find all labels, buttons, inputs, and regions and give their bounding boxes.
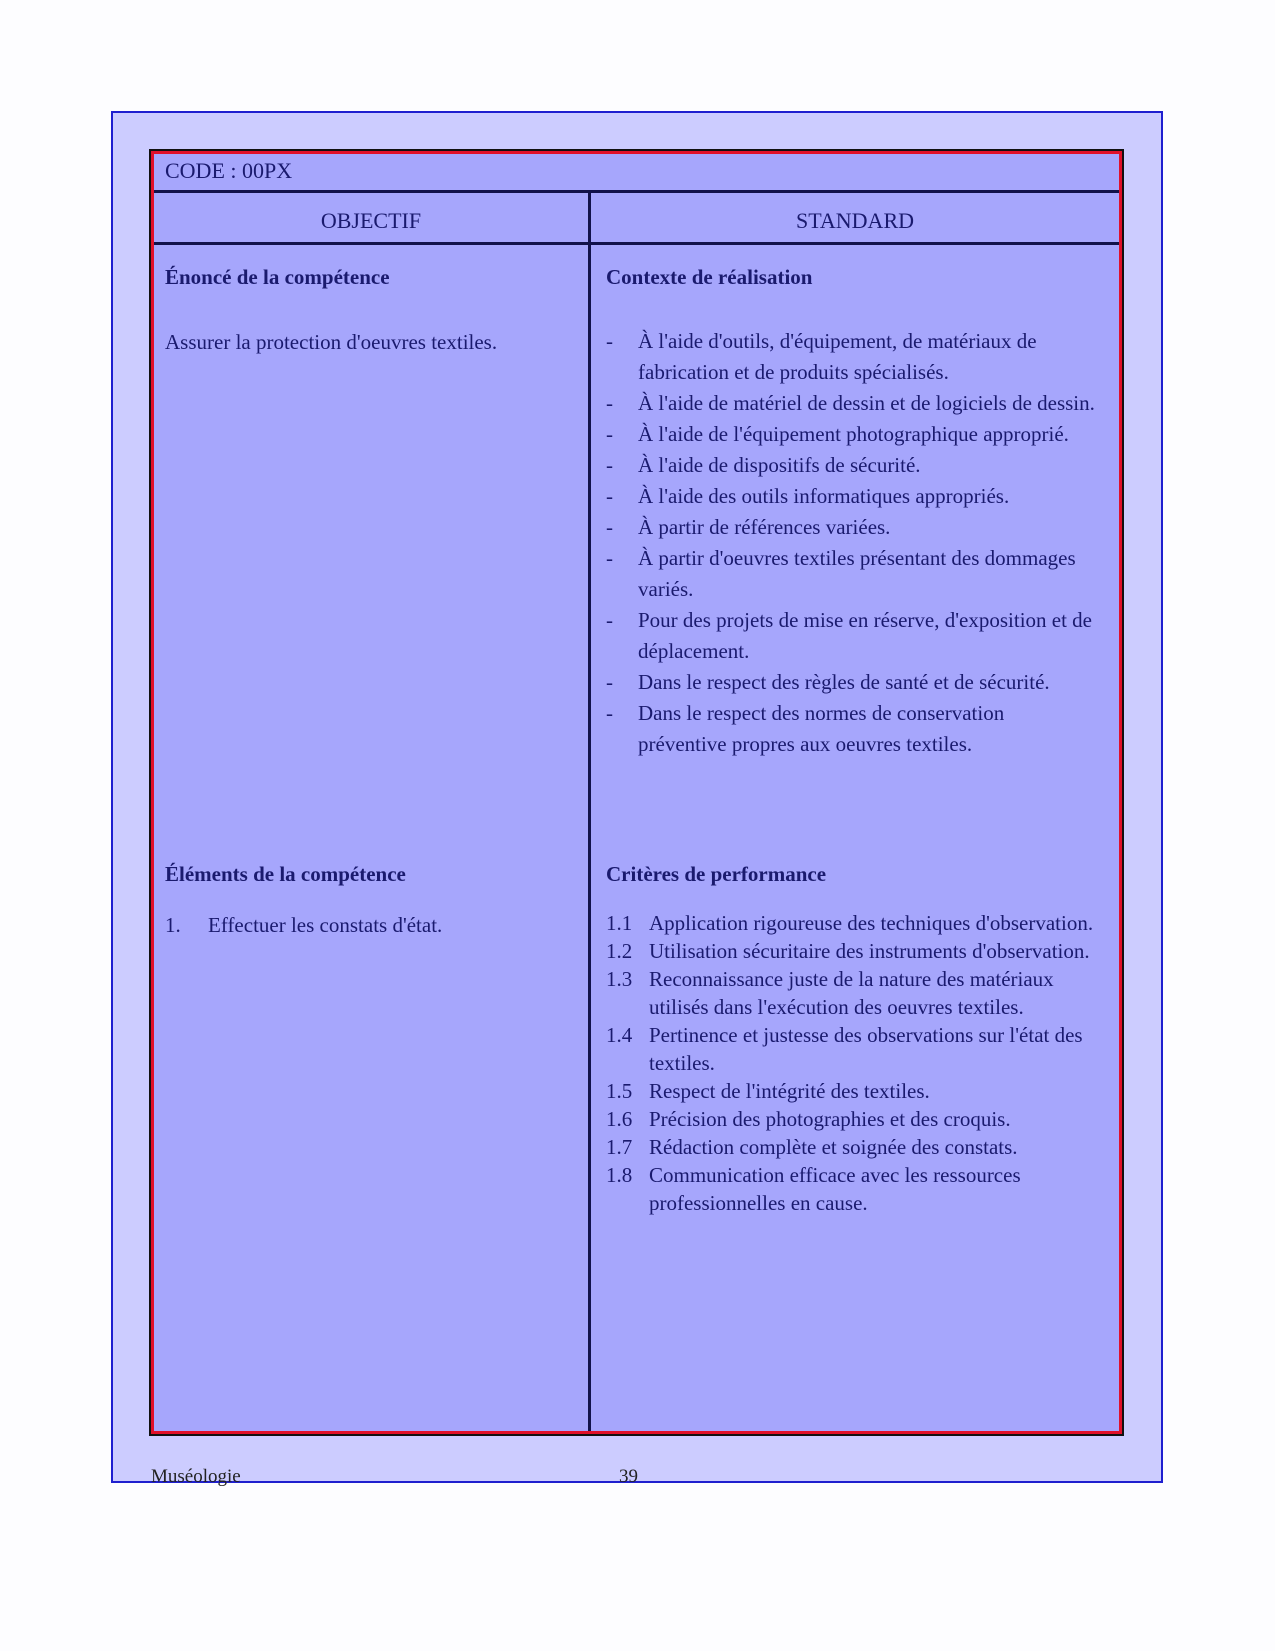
standard-header: STANDARD — [795, 208, 915, 233]
competence-table — [151, 151, 1122, 1434]
footer-title: Muséologie — [151, 1466, 241, 1487]
code-row — [154, 154, 1119, 193]
list-item: 1.6 Précision des photographies et des croquis. — [606, 1107, 1011, 1131]
list-item: - À l'aide d'outils, d'équipement, de matériaux de fabrication et de produits spécialisés. — [606, 329, 1037, 384]
list-item: - À l'aide de matériel de dessin et de logiciels de dessin. — [606, 391, 1095, 415]
list-item: - Pour des projets de mise en réserve, d'exposition et de déplacement. — [606, 608, 1093, 663]
list-item: - Dans le respect des règles de santé et de sécurité. — [606, 670, 1050, 694]
list-item: 1.7 Rédaction complète et soignée des constats. — [606, 1135, 1018, 1159]
enonce-title: Énoncé de la compétence — [165, 265, 390, 289]
contexte-list — [606, 326, 1096, 760]
list-item: - À partir de références variées. — [606, 515, 891, 539]
competence-code: CODE : 00PX — [165, 158, 293, 183]
objectif-header: OBJECTIF — [320, 208, 422, 233]
list-item: 1.3 Reconnaissance juste de la nature des matériaux utilisés dans l'exécution des oeuvres textiles. — [606, 967, 1054, 1019]
element-text: Effectuer les constats d'état. — [208, 913, 443, 937]
criteres-title: Critères de performance — [606, 862, 827, 886]
list-item: - À partir d'oeuvres textiles présentant des dommages variés. — [606, 546, 1076, 601]
list-item: - À l'aide des outils informatiques appropriés. — [606, 484, 1010, 508]
criteres-list — [606, 909, 1096, 1217]
contexte-title: Contexte de réalisation — [606, 265, 813, 289]
list-item: - Dans le respect des normes de conservation préventive propres aux oeuvres textiles. — [606, 701, 1005, 756]
element-number: 1. — [165, 913, 181, 937]
header-row — [154, 190, 1119, 245]
column-divider — [588, 190, 591, 1431]
element-item — [165, 913, 618, 938]
list-item: 1.1 Application rigoureuse des techniques d'observation. — [606, 911, 1094, 935]
enonce-text: Assurer la protection d'oeuvres textiles. — [165, 330, 498, 354]
list-item: - À l'aide de l'équipement photographique approprié. — [606, 422, 1069, 446]
list-item: 1.4 Pertinence et justesse des observations sur l'état des textiles. — [606, 1023, 1083, 1075]
list-item: 1.8 Communication efficace avec les ressources professionnelles en cause. — [606, 1163, 1021, 1215]
list-item: 1.5 Respect de l'intégrité des textiles. — [606, 1079, 930, 1103]
list-item: 1.2 Utilisation sécuritaire des instruments d'observation. — [606, 939, 1090, 963]
elements-title: Éléments de la compétence — [165, 862, 406, 886]
page-number: 39 — [619, 1466, 638, 1487]
list-item: - À l'aide de dispositifs de sécurité. — [606, 453, 921, 477]
